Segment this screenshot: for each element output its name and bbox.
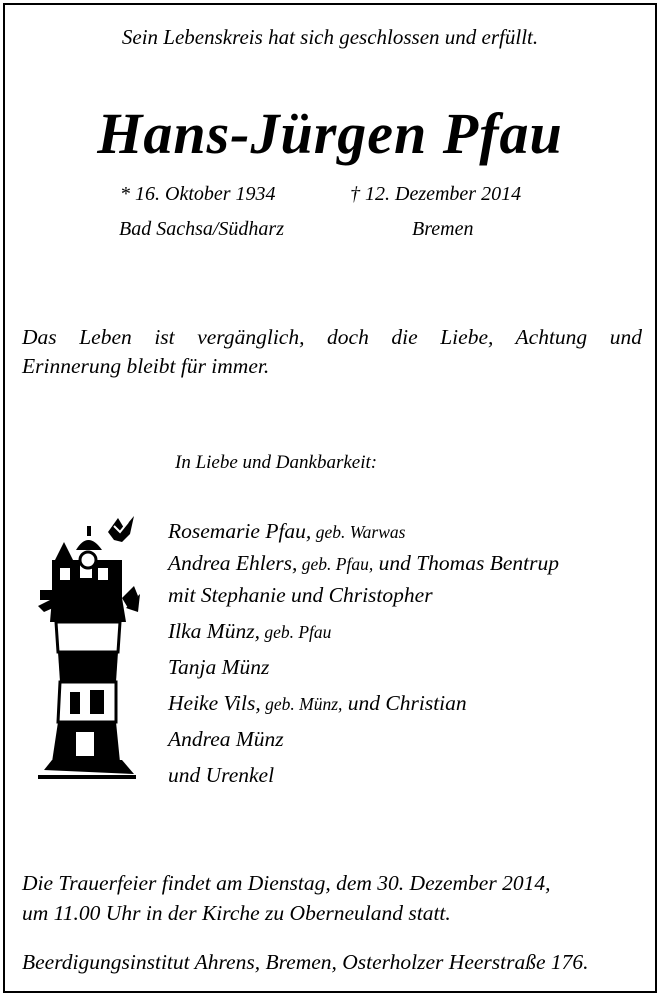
mourner-row xyxy=(168,577,559,613)
mourners-list xyxy=(168,513,559,793)
mourner-partner: und Christian xyxy=(342,691,467,715)
deceased-name: Hans-Jürgen Pfau xyxy=(97,101,563,166)
mourner-name: Rosemarie Pfau, xyxy=(168,519,312,543)
quote xyxy=(22,323,642,381)
mourner-name: mit Stephanie und Christopher xyxy=(168,583,433,607)
mourner-row xyxy=(168,685,559,721)
death-place: Bremen xyxy=(412,218,474,240)
funeral-line-1: Die Trauerfeier findet am Dienstag, dem 30. Dezember 2014, xyxy=(22,871,551,895)
mourner-name: Tanja Münz xyxy=(168,655,270,679)
mourner-name: Heike Vils, xyxy=(168,691,261,715)
mourner-row xyxy=(168,549,559,577)
lighthouse-illustration xyxy=(30,512,142,787)
mourner-birth-name: geb. Pfau xyxy=(259,622,332,642)
quote-line-2: Erinnerung bleibt für immer. xyxy=(22,354,270,378)
mourner-row xyxy=(168,649,559,685)
birth-date: * 16. Oktober 1934 xyxy=(120,183,276,205)
mourner-name: Ilka Münz, xyxy=(168,619,260,643)
quote-line-1: Das Leben ist vergänglich, doch die Liebe, Achtung und xyxy=(22,325,642,349)
death-date: † 12. Dezember 2014 xyxy=(350,183,522,205)
funeral-line-2: um 11.00 Uhr in der Kirche zu Oberneuland statt. xyxy=(22,901,451,925)
mourner-row xyxy=(168,613,559,649)
mourner-name: und Urenkel xyxy=(168,763,275,787)
mourner-birth-name: geb. Warwas xyxy=(311,522,406,542)
mourner-name: Andrea Münz xyxy=(168,727,284,751)
mourner-birth-name: geb. Münz, xyxy=(260,694,343,714)
mourner-partner: und Thomas Bentrup xyxy=(373,551,559,575)
mourner-name: Andrea Ehlers, xyxy=(168,551,298,575)
mourners-heading: In Liebe und Dankbarkeit: xyxy=(175,452,378,473)
birth-place: Bad Sachsa/Südharz xyxy=(119,218,284,240)
mourner-birth-name: geb. Pfau, xyxy=(297,554,374,574)
mourner-row xyxy=(168,757,559,793)
mourner-row xyxy=(168,513,559,549)
motto: Sein Lebenskreis hat sich geschlossen und erfüllt. xyxy=(121,25,539,49)
funeral-notice xyxy=(22,868,550,928)
undertaker: Beerdigungsinstitut Ahrens, Bremen, Osterholzer Heerstraße 176. xyxy=(22,950,589,974)
mourner-row xyxy=(168,721,559,757)
